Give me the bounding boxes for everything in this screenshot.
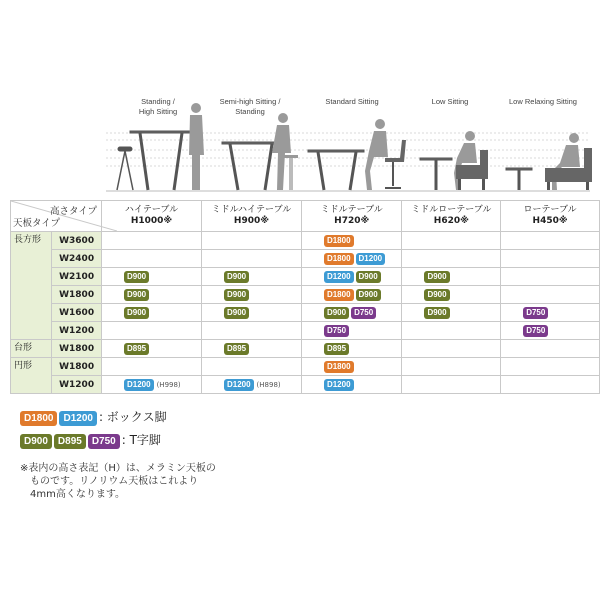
- height-type-label: 高さタイプ: [49, 206, 97, 217]
- size-cell: [201, 268, 301, 286]
- legend-t-legs: [20, 431, 161, 449]
- size-cell: [501, 358, 600, 376]
- size-cell: [501, 286, 600, 304]
- depth-badge: D750: [523, 307, 548, 319]
- height-note: (H998): [156, 381, 181, 389]
- size-cell: [301, 232, 402, 250]
- header-row: [11, 201, 600, 232]
- size-cell: [301, 268, 402, 286]
- size-cell: [501, 376, 600, 394]
- depth-badge: D750: [523, 325, 548, 337]
- size-cell: [102, 250, 202, 268]
- size-cell: [501, 268, 600, 286]
- size-cell: [501, 322, 600, 340]
- semi-high-table-figure: [222, 113, 298, 190]
- width-cell: W1200: [52, 376, 102, 394]
- depth-badge: D1200: [324, 271, 354, 283]
- depth-badge: D750: [351, 307, 376, 319]
- size-cell: [201, 286, 301, 304]
- size-cell: [501, 304, 600, 322]
- depth-badge: D900: [124, 307, 149, 319]
- depth-badge: D900: [424, 289, 449, 301]
- legend-badge: D750: [88, 434, 120, 449]
- depth-badge: D895: [224, 343, 249, 355]
- table-row: [11, 376, 600, 394]
- column-height: H1000※: [130, 216, 173, 226]
- legend-box-legs: [20, 408, 167, 426]
- posture-label-low: Low Sitting: [431, 97, 469, 106]
- depth-badge: D900: [424, 271, 449, 283]
- size-cell: [402, 250, 501, 268]
- size-cell: [102, 304, 202, 322]
- size-cell: [201, 250, 301, 268]
- width-cell: W1800: [52, 286, 102, 304]
- legend-label: : ボックス脚: [98, 410, 167, 424]
- size-cell: [301, 250, 402, 268]
- height-note: (H898): [256, 381, 281, 389]
- depth-badge: D895: [124, 343, 149, 355]
- size-cell: [201, 376, 301, 394]
- column-name: ミドルハイテーブル: [211, 205, 292, 215]
- legend-badge: D895: [54, 434, 86, 449]
- column-header: [201, 201, 301, 232]
- legend-badge: D900: [20, 434, 52, 449]
- size-cell: [102, 232, 202, 250]
- size-cell: [201, 358, 301, 376]
- size-cell: [402, 358, 501, 376]
- low-relaxing-figure: [506, 133, 592, 190]
- depth-badge: D1800: [324, 289, 354, 301]
- top-type-label: 天板タイプ: [13, 218, 61, 229]
- column-name: ミドルテーブル: [320, 205, 383, 215]
- size-cell: [402, 268, 501, 286]
- depth-badge: D1800: [324, 361, 354, 373]
- column-header: [301, 201, 402, 232]
- depth-badge: D900: [224, 307, 249, 319]
- table-row: [11, 268, 600, 286]
- depth-badge: D900: [124, 289, 149, 301]
- size-cell: [301, 286, 402, 304]
- corner-header: [11, 201, 102, 232]
- column-height: H620※: [433, 216, 469, 226]
- size-cell: [402, 340, 501, 358]
- depth-badge: D900: [356, 289, 381, 301]
- column-height: H720※: [334, 216, 370, 226]
- top-type-cell: 長方形: [11, 232, 52, 340]
- size-cell: [102, 286, 202, 304]
- size-cell: [201, 340, 301, 358]
- legend-badge: D1200: [59, 411, 96, 426]
- depth-badge: D1800: [324, 253, 354, 265]
- legend-label: : T字脚: [121, 433, 161, 447]
- table-row: [11, 322, 600, 340]
- column-header: [501, 201, 600, 232]
- depth-badge: D900: [224, 289, 249, 301]
- posture-label-semi-high: Semi-high Sitting / Standing: [219, 97, 281, 116]
- footnote-line: ※表内の高さ表記（H）は、メラミン天板の: [20, 463, 216, 474]
- depth-badge: D1200: [124, 379, 154, 391]
- size-cell: [301, 340, 402, 358]
- table-row: [11, 304, 600, 322]
- footnote-line: 4mm高くなります。: [30, 489, 126, 500]
- width-cell: W1800: [52, 340, 102, 358]
- size-cell: [402, 322, 501, 340]
- posture-label-standard: Standard Sitting: [325, 97, 379, 106]
- footnote-line: ものです。リノリウム天板はこれより: [30, 476, 199, 487]
- column-name: ミドルローテーブル: [411, 205, 492, 215]
- depth-badge: D895: [324, 343, 349, 355]
- depth-badge: D900: [324, 307, 349, 319]
- size-cell: [301, 376, 402, 394]
- size-cell: [402, 304, 501, 322]
- table-row: [11, 232, 600, 250]
- size-cell: [201, 322, 301, 340]
- depth-badge: D1200: [224, 379, 254, 391]
- size-cell: [102, 268, 202, 286]
- depth-badge: D750: [324, 325, 349, 337]
- depth-badge: D1200: [324, 379, 354, 391]
- depth-badge: D900: [224, 271, 249, 283]
- size-matrix-table: [10, 200, 600, 394]
- standard-table-figure: [308, 119, 406, 190]
- width-cell: W2400: [52, 250, 102, 268]
- table-row: [11, 340, 600, 358]
- depth-badge: D900: [356, 271, 381, 283]
- size-cell: [301, 304, 402, 322]
- depth-badge: D900: [424, 307, 449, 319]
- column-height: H900※: [233, 216, 269, 226]
- size-cell: [301, 322, 402, 340]
- top-type-cell: 円形: [11, 358, 52, 394]
- column-height: H450※: [532, 216, 568, 226]
- size-cell: [301, 358, 402, 376]
- size-cell: [102, 376, 202, 394]
- size-cell: [102, 322, 202, 340]
- posture-label-standing: Standing / High Sitting: [138, 97, 178, 116]
- depth-badge: D1200: [356, 253, 386, 265]
- size-cell: [201, 304, 301, 322]
- size-cell: [402, 232, 501, 250]
- size-cell: [201, 232, 301, 250]
- table-row: [11, 250, 600, 268]
- width-cell: W1200: [52, 322, 102, 340]
- column-name: ハイテーブル: [124, 205, 179, 215]
- table-row: [11, 286, 600, 304]
- depth-badge: D900: [124, 271, 149, 283]
- width-cell: W3600: [52, 232, 102, 250]
- posture-label-low-relaxing: Low Relaxing Sitting: [509, 97, 577, 106]
- size-cell: [402, 376, 501, 394]
- width-cell: W1800: [52, 358, 102, 376]
- column-header: [402, 201, 501, 232]
- footnote: [20, 462, 250, 501]
- size-cell: [501, 232, 600, 250]
- width-cell: W2100: [52, 268, 102, 286]
- size-cell: [501, 340, 600, 358]
- size-cell: [102, 358, 202, 376]
- column-name: ローテーブル: [523, 205, 577, 215]
- size-cell: [501, 250, 600, 268]
- size-cell: [402, 286, 501, 304]
- size-cell: [102, 340, 202, 358]
- width-cell: W1600: [52, 304, 102, 322]
- legend-badge: D1800: [20, 411, 57, 426]
- top-type-cell: 台形: [11, 340, 52, 358]
- depth-badge: D1800: [324, 235, 354, 247]
- table-row: [11, 358, 600, 376]
